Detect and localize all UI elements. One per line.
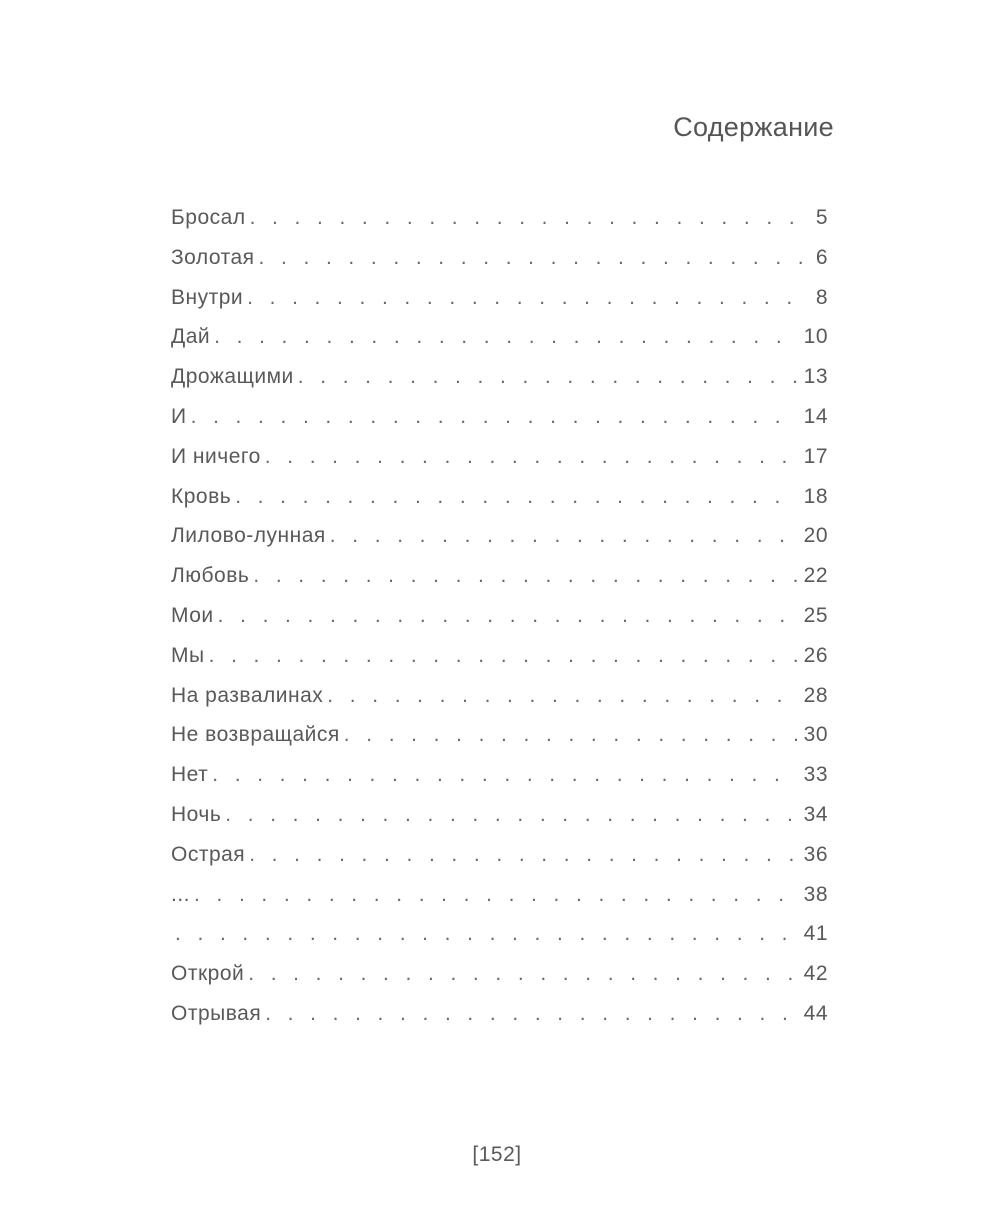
- toc-entry-title: ...: [171, 882, 191, 906]
- toc-entry: [171, 445, 828, 485]
- dot-leader: [212, 763, 797, 787]
- dot-leader: [225, 803, 797, 827]
- toc-entry: [171, 206, 828, 246]
- toc-entry: [171, 564, 828, 604]
- dot-leader: [214, 325, 798, 349]
- toc-entry-page: 42: [803, 962, 828, 986]
- toc-entry: [171, 405, 828, 445]
- toc-entry-page: 8: [815, 285, 828, 309]
- toc-entry-page: 44: [803, 1001, 828, 1025]
- toc-entry-page: 33: [803, 763, 828, 787]
- toc-entry-title: Отрывая: [171, 1001, 262, 1025]
- dot-leader: [250, 206, 810, 230]
- dot-leader: [235, 485, 797, 509]
- dot-leader: [249, 843, 797, 867]
- toc-entry-title: Не возвращайся: [171, 723, 340, 747]
- toc-entry-title: Мы: [171, 643, 205, 667]
- table-of-contents: [171, 206, 828, 1042]
- dot-leader: [248, 962, 797, 986]
- toc-entry-title: И ничего: [171, 444, 261, 468]
- toc-entry: [171, 246, 828, 286]
- dot-leader: [330, 524, 798, 548]
- toc-entry: [171, 485, 828, 525]
- toc-entry: [171, 644, 828, 684]
- toc-entry-title: Бросал: [171, 206, 246, 229]
- toc-entry-title: На развалинах: [171, 683, 324, 707]
- toc-entry: [171, 763, 828, 803]
- page-title: Содержание: [673, 112, 834, 142]
- toc-entry: [171, 843, 828, 883]
- toc-entry: [171, 803, 828, 843]
- dot-leader: [253, 564, 797, 588]
- toc-entry: [171, 922, 828, 962]
- toc-entry-page: 22: [803, 564, 828, 588]
- dot-leader: [344, 723, 798, 747]
- toc-entry-title: Ночь: [171, 802, 222, 826]
- toc-entry-page: 5: [815, 206, 828, 229]
- dot-leader: [194, 883, 798, 907]
- toc-entry-page: 10: [803, 325, 828, 349]
- toc-entry: [171, 604, 828, 644]
- toc-entry-title: Открой: [171, 962, 245, 986]
- toc-entry: [171, 365, 828, 405]
- toc-entry: [171, 723, 828, 763]
- toc-entry-page: 20: [803, 524, 828, 548]
- toc-entry: [171, 962, 828, 1002]
- dot-leader: [175, 922, 798, 946]
- toc-entry-title: Острая: [171, 842, 246, 866]
- toc-entry-page: 38: [803, 882, 828, 906]
- dot-leader: [327, 684, 797, 708]
- toc-entry-page: 14: [803, 404, 828, 428]
- page-number: [152]: [472, 1143, 522, 1166]
- toc-entry-page: 26: [803, 643, 828, 667]
- toc-entry: [171, 524, 828, 564]
- toc-entry-title: Нет: [171, 763, 209, 787]
- toc-entry-page: 17: [803, 444, 828, 468]
- dot-leader: [265, 445, 798, 469]
- toc-entry: [171, 1002, 828, 1042]
- dot-leader: [218, 604, 798, 628]
- dot-leader: [298, 365, 798, 389]
- toc-entry-title: Золотая: [171, 245, 255, 269]
- dot-leader: [247, 286, 810, 310]
- toc-entry-page: 30: [803, 723, 828, 747]
- dot-leader: [191, 405, 798, 429]
- toc-entry-title: И: [171, 404, 187, 428]
- toc-entry-page: 34: [803, 802, 828, 826]
- dot-leader: [209, 644, 798, 668]
- toc-entry-page: 25: [803, 603, 828, 627]
- toc-entry-page: 41: [803, 922, 828, 946]
- toc-entry-title: Любовь: [171, 564, 250, 588]
- toc-entry-page: 18: [803, 484, 828, 508]
- toc-entry-page: 36: [803, 842, 828, 866]
- toc-entry-title: Мои: [171, 603, 214, 627]
- toc-entry: [171, 286, 828, 326]
- toc-entry-title: Кровь: [171, 484, 232, 508]
- toc-entry-title: Дрожащими: [171, 365, 294, 389]
- toc-entry-title: Внутри: [171, 285, 244, 309]
- toc-entry-page: 13: [803, 365, 828, 389]
- toc-entry: [171, 883, 828, 923]
- toc-entry: [171, 684, 828, 724]
- toc-entry-page: 28: [803, 683, 828, 707]
- toc-entry-title: Дай: [171, 325, 211, 349]
- dot-leader: [259, 246, 810, 270]
- toc-entry-title: Лилово-лунная: [171, 524, 326, 548]
- toc-entry-page: 6: [815, 245, 828, 269]
- toc-entry: [171, 325, 828, 365]
- dot-leader: [265, 1002, 797, 1026]
